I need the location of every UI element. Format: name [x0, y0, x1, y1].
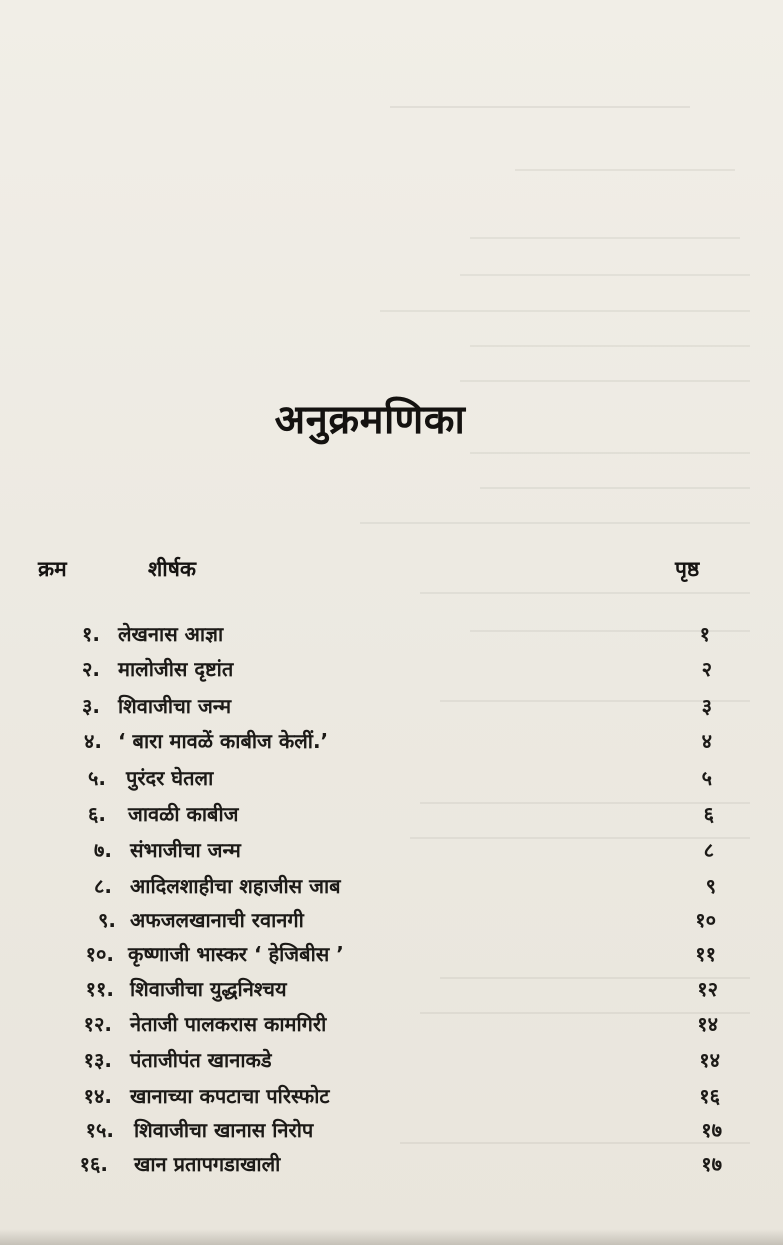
- list-item: [0, 1046, 783, 1080]
- entry-page: ४: [701, 729, 712, 753]
- column-header-heading: शीर्षक: [148, 557, 196, 581]
- entry-number: १४.: [83, 1084, 112, 1108]
- entry-number: २.: [82, 657, 100, 681]
- entry-number: ८.: [94, 874, 112, 898]
- list-item: [0, 764, 783, 798]
- entry-page: ३: [701, 694, 712, 718]
- entry-number: ४.: [84, 729, 102, 753]
- entry-page: ६: [703, 802, 714, 826]
- list-item: [0, 727, 783, 761]
- page-title: अनुक्रमणिका: [274, 397, 466, 443]
- entry-title: आदिलशाहीचा शहाजीस जाब: [130, 874, 341, 898]
- entry-number: १३.: [83, 1048, 112, 1072]
- entry-title: शिवाजीचा जन्म: [118, 694, 232, 718]
- list-item: [0, 1010, 783, 1044]
- entry-title: कृष्णाजी भास्कर ‘ हेजिबीस ’: [128, 942, 344, 966]
- list-item: [0, 620, 783, 654]
- entry-title: पुरंदर घेतला: [126, 766, 214, 790]
- entry-number: १६.: [79, 1152, 108, 1176]
- entry-number: १०.: [85, 942, 114, 966]
- entry-page: १: [699, 622, 710, 646]
- entry-number: ५.: [88, 766, 106, 790]
- entry-page: १४: [697, 1012, 718, 1036]
- entry-page: ११: [695, 942, 716, 966]
- list-item: [0, 872, 783, 906]
- list-item: [0, 836, 783, 870]
- list-item: [0, 906, 783, 940]
- entry-page: २: [701, 657, 712, 681]
- page-bottom-edge: [0, 1229, 783, 1245]
- entry-title: मालोजीस दृष्टांत: [118, 657, 234, 681]
- list-item: [0, 1150, 783, 1184]
- entry-page: ८: [703, 838, 714, 862]
- entry-number: ३.: [82, 694, 100, 718]
- entry-title: संभाजीचा जन्म: [130, 838, 241, 862]
- entry-number: १.: [82, 622, 100, 646]
- entry-page: ५: [701, 766, 712, 790]
- entry-number: ६.: [88, 802, 106, 826]
- entry-title: लेखनास आज्ञा: [118, 622, 224, 646]
- list-item: [0, 1082, 783, 1116]
- entry-title: खानाच्या कपटाचा परिस्फोट: [130, 1084, 330, 1108]
- column-header-page: पृष्ठ: [675, 557, 700, 581]
- entry-number: ९.: [98, 908, 116, 932]
- list-item: [0, 800, 783, 834]
- entry-page: १२: [697, 977, 718, 1001]
- list-item: [0, 692, 783, 726]
- list-item: [0, 940, 783, 974]
- entry-page: ९: [705, 874, 716, 898]
- entry-title: जावळी काबीज: [128, 802, 239, 826]
- entry-title: पंताजीपंत खानाकडे: [130, 1048, 272, 1072]
- entry-number: ७.: [94, 838, 112, 862]
- entry-page: १७: [701, 1118, 722, 1142]
- entry-title: शिवाजीचा युद्धनिश्चय: [130, 977, 287, 1001]
- entry-title: ‘ बारा मावळें काबीज केलीं.’: [118, 729, 329, 753]
- entry-page: १०: [695, 908, 716, 932]
- entry-title: अफजलखानाची रवानगी: [130, 908, 304, 932]
- list-item: [0, 655, 783, 689]
- entry-number: १५.: [85, 1118, 114, 1142]
- entry-number: ११.: [85, 977, 114, 1001]
- entry-page: १७: [701, 1152, 722, 1176]
- entry-title: खान प्रतापगडाखाली: [134, 1152, 281, 1176]
- entry-title: शिवाजीचा खानास निरोप: [134, 1118, 314, 1142]
- list-item: [0, 975, 783, 1009]
- list-item: [0, 1116, 783, 1150]
- column-header-number: क्रम: [38, 557, 67, 581]
- entry-number: १२.: [83, 1012, 112, 1036]
- entry-title: नेताजी पालकरास कामगिरी: [130, 1012, 327, 1036]
- entry-page: १४: [699, 1048, 720, 1072]
- entry-page: १६: [699, 1084, 720, 1108]
